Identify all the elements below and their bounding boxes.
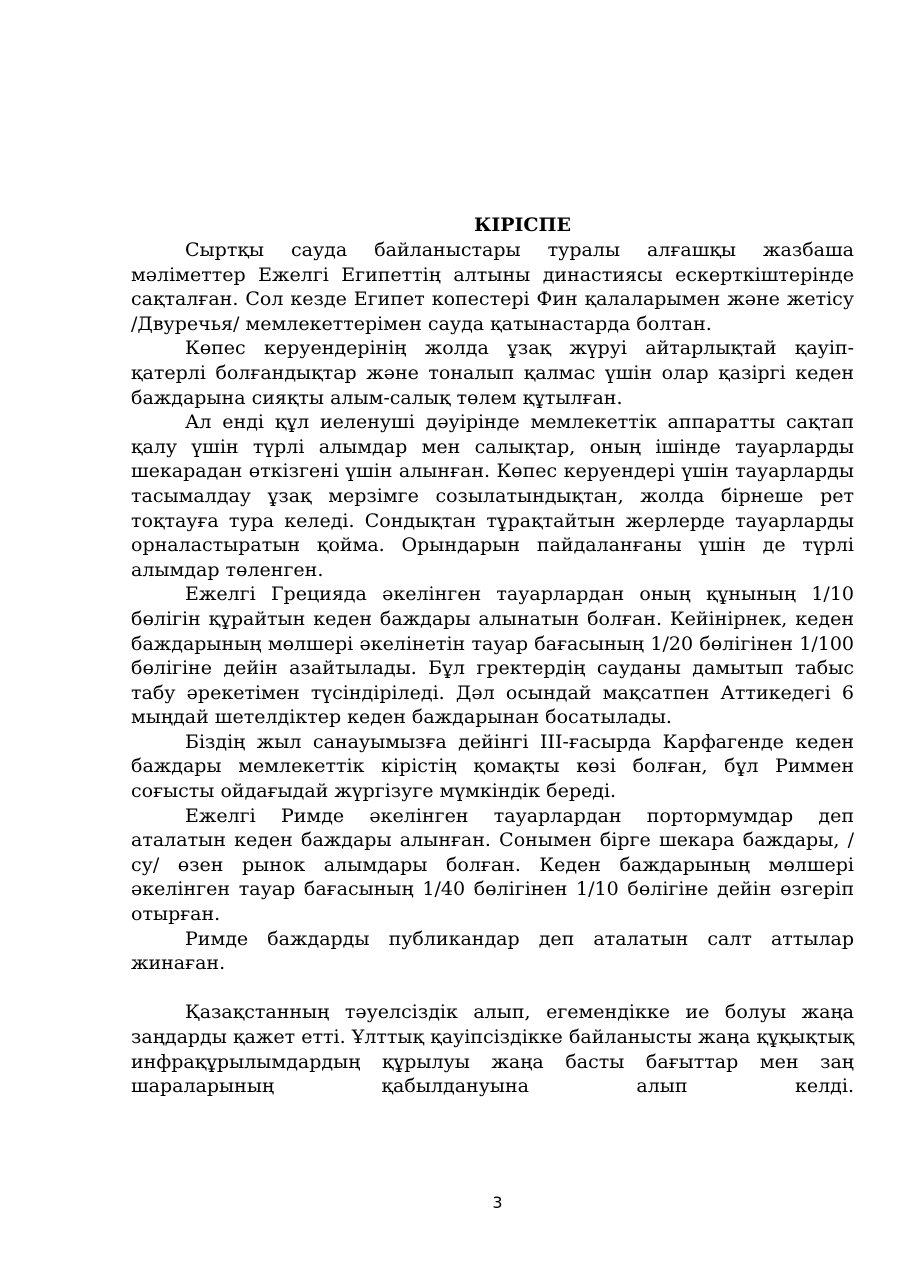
blank-line — [131, 976, 854, 1001]
paragraph-2: Көпес керуендерінің жолда ұзақ жүруі айтарлықтай қауіп-қатерлі болғандықтар және тоналып қалмас үшін олар қазіргі кеден баждарына сияқты алым-салық төлем құтылған. — [131, 337, 854, 409]
paragraph-8: Қазақстанның тәуелсіздік алып, егемендікке ие болуы жаңа заңдарды қажет етті. Ұлттық қауіпсіздікке байланысты жаңа құқықтық инфрақұрылымдардың құрылуы жаңа басты бағыттар мен заң шараларының қабылдануына алып келді. — [131, 1001, 854, 1098]
page-body — [131, 212, 854, 1099]
paragraph-1: Сыртқы сауда байланыстары туралы алғашқы жазбаша мәліметтер Ежелгі Египеттің алтыны династиясы ескерткіштерінде сақталған. Сол кезде Египет копестері Фин қалаларымен және жетісу /Двуречья/ мемлекеттерімен сауда қатынастарда болтан. — [131, 239, 854, 335]
paragraph-6: Ежелгі Римде әкелінген тауарлардан портормумдар деп аталатын кеден баждары алынған. Сонымен бірге шекара баждары, /су/ өзен рынок алымдары болған. Кеден баждарының мөлшері әкелінген тауар бағасының 1/40 бөлігінен 1/10 бөлігіне дейін өзгеріп отырған. — [131, 804, 854, 926]
page-number: 3 — [492, 1193, 503, 1212]
paragraph-3: Ал енді құл иеленуші дәуірінде мемлекеттік аппаратты сақтап қалу үшін түрлі алымдар мен салықтар, оның ішінде тауарларды шекарадан өткізгені үшін алынған. Көпес керуендері үшін тауарларды тасымалдау ұзақ мерзімге созылатындықтан, жолда бірнеше рет тоқтауға тура келеді. Сондықтан тұрақтайтын жерлерде тауарларды орналастыратын қойма. Орындарын пайдаланғаны үшін де түрлі алымдар төленген. — [131, 411, 854, 581]
paragraph-5: Біздің жыл санауымызға дейінгі ІІІ-ғасырда Карфагенде кеден баждары мемлекеттік кірістің қомақты көзі болған, бұл Риммен соғысты ойдағыдай жүргізуге мүмкіндік береді. — [131, 730, 854, 803]
paragraph-4: Ежелгі Грецияда әкелінген тауарлардан оның құнының 1/10 бөлігін құрайтын кеден баждары алынатын болған. Кейінірнек, кеден баждарының мөлшері әкелінетін тауар бағасының 1/20 бөлігінен 1/100 бөлігіне дейін азайтылады. Бұл гректердің сауданы дамытып табыс табу әрекетімен түсіндіріледі. Дәл осындай мақсатпен Аттикедегі 6 мыңдай шетелдіктер кеден баждарынан босатылады. — [131, 583, 854, 729]
paragraph-7: Римде баждарды публикандар деп аталатын салт аттылар жинаған. — [131, 927, 854, 975]
section-title: КІРІСПЕ — [474, 214, 571, 236]
